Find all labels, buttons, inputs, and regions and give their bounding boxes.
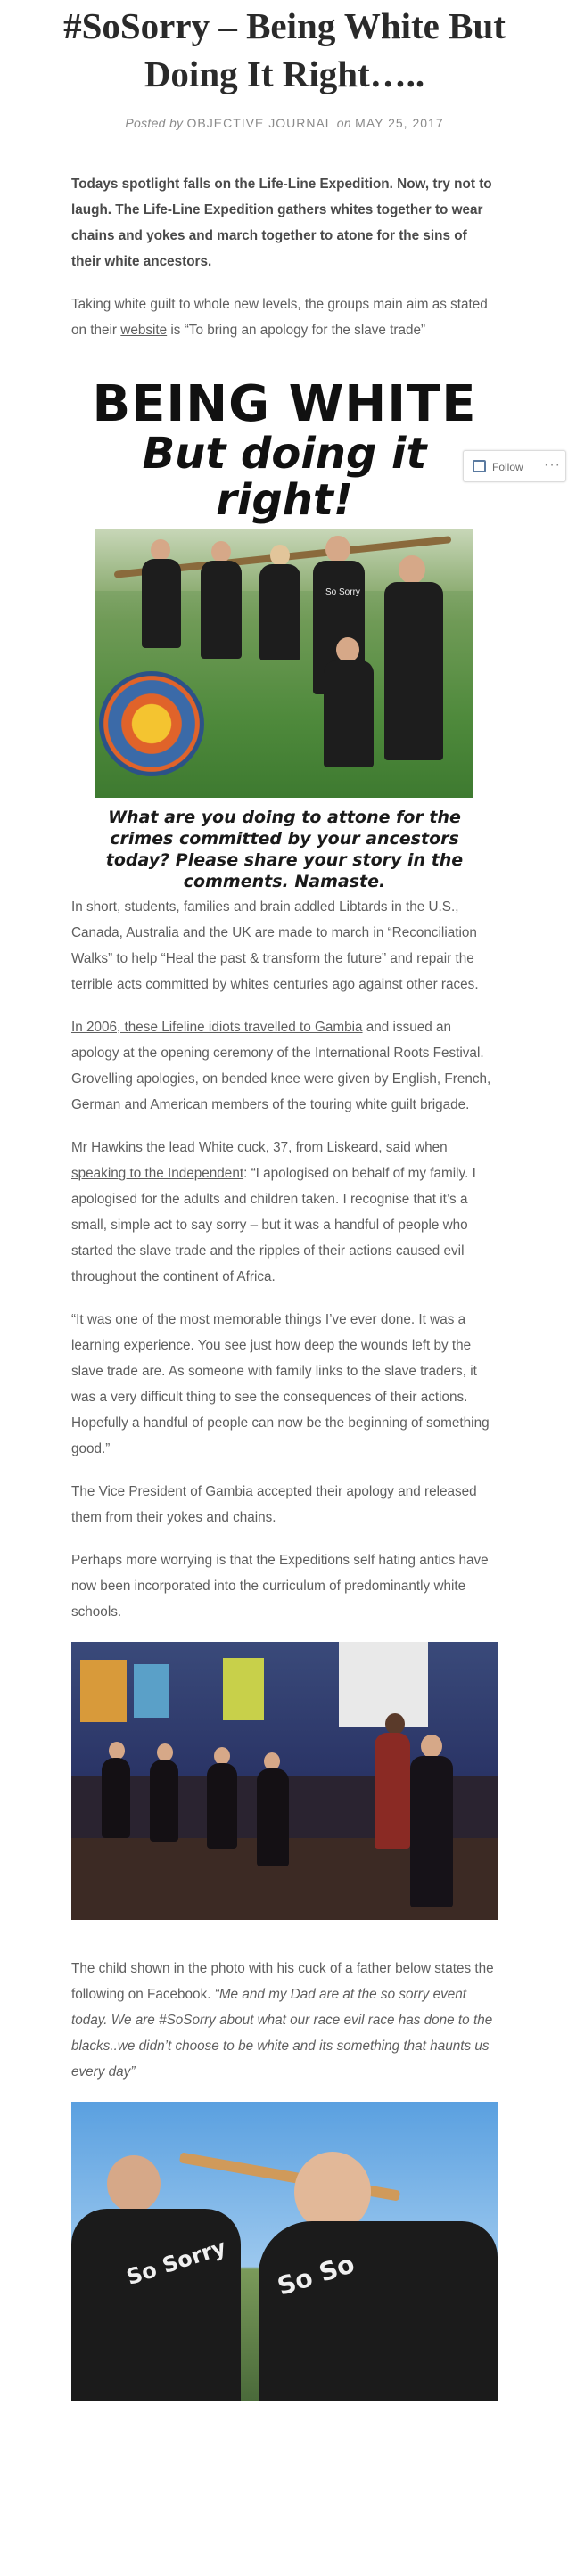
date-link[interactable]: MAY 25, 2017 [355, 116, 444, 130]
byline [71, 116, 498, 130]
child-marcher [324, 660, 374, 767]
poster-headline-line1: BEING WHITE [92, 375, 477, 433]
website-link[interactable]: website [120, 323, 168, 338]
marcher-head [151, 539, 170, 561]
paragraph-text: and issued an apology at the opening ceremony of the International Roots Festival. Grovelling apologies, on bended knee were given by English, French, German and American members of the touring white guilt brigade. [71, 1020, 491, 1112]
paragraph-reconciliation: In short, students, families and brain addled Libtards in the U.S., Canada, Australia and the UK are made to march in “Reconciliation Walks” to help “Heal the past & transform the future” and repair the terrible acts committed by whites centuries ago against other races. [71, 899, 479, 992]
marcher-head [325, 536, 350, 562]
being-white-poster [79, 375, 490, 891]
paragraph-schools: Perhaps more worrying is that the Expeditions self hating antics have now been incorporated into the curriculum of predominantly white schools. [71, 1553, 489, 1620]
independent-link[interactable]: Mr Hawkins the lead White cuck, 37, from Liskeard, said when speaking to the Independent [71, 1140, 448, 1181]
follow-icon [473, 460, 486, 472]
son-head [294, 2152, 371, 2232]
poster-headline-line2: But doing it right! [142, 429, 427, 525]
father-head [107, 2155, 161, 2212]
son-shirt [259, 2221, 498, 2401]
marcher-head [211, 541, 231, 562]
father-shirt-text: So Sorry [123, 2234, 229, 2291]
student-head [157, 1743, 173, 1761]
boy-head [421, 1735, 442, 1758]
wall-poster [134, 1664, 169, 1718]
paragraph-text: : “I apologised on behalf of my family. I apologised for the adults and children taken. I recognise that it’s a small, simple act to say sorry – but it was a handful of people who started the slave trade and the ripples of their actions caused evil throughout the continent of Africa. [71, 1166, 476, 1284]
marcher [142, 559, 181, 648]
author-link[interactable]: OBJECTIVE JOURNAL [186, 116, 333, 130]
marchers-photo [95, 529, 473, 798]
student-head [214, 1747, 230, 1765]
adult-head [385, 1713, 405, 1735]
marcher [201, 561, 242, 659]
wall-poster [223, 1658, 264, 1720]
wall-poster [80, 1660, 127, 1722]
paragraph-memorable: “It was one of the most memorable things I’ve ever done. It was a learning experience. You see just how deep the wounds left by the slave trade are. As someone with family links to the slave traders, it was a very difficult thing to see the consequences of their actions. Hopefully a handful of people can now be the beginning of something good.” [71, 1312, 490, 1456]
paragraph-gambia [71, 1014, 498, 1118]
paragraph-text: The child shown in the photo with his cuck of a father below states the following on Facebook. [71, 1961, 494, 2002]
paragraph-vice-president: The Vice President of Gambia accepted their apology and released them from their yokes and chains. [71, 1484, 477, 1525]
poster-caption: What are you doing to attone for the crimes committed by your ancestors today? Please share your story in the comments. Namaste. [105, 808, 464, 891]
lead-paragraph: Todays spotlight falls on the Life-Line Expedition. Now, try not to laugh. The Life-Line Expedition gathers whites together to wear chains and yokes and march together to atone for the sins of their white ancestors. [71, 176, 492, 269]
son-shirt-text: So So [274, 2249, 358, 2301]
student [150, 1760, 178, 1842]
more-options-icon[interactable]: ··· [544, 457, 561, 472]
adult-figure [375, 1733, 410, 1849]
student [207, 1763, 237, 1849]
father-shirt [71, 2209, 241, 2401]
post-title: #SoSorry – Being White But Doing It Right….. [63, 5, 506, 94]
poster-headline [79, 377, 490, 523]
paragraph-facebook [71, 1956, 498, 2085]
facebook-quote: “Me and my Dad are at the so sorry event today. We are #SoSorry about what our race evil race has done to the blacks..we didn’t choose to be white and its something that haunts us every day” [71, 1987, 493, 2080]
marcher-head [399, 555, 425, 584]
follow-label: Follow [492, 461, 523, 473]
byline-prefix: Posted by [125, 116, 184, 130]
paragraph-text: Taking white guilt to whole new levels, the groups main aim as stated on their [71, 297, 488, 338]
child-head [336, 637, 359, 662]
student [102, 1758, 130, 1838]
marcher [259, 564, 300, 660]
marcher-head [270, 545, 290, 566]
follow-button[interactable] [463, 450, 566, 482]
gambia-link[interactable]: In 2006, these Lifeline idiots travelled to Gambia [71, 1020, 363, 1035]
byline-on: on [336, 116, 351, 130]
student-head [264, 1752, 280, 1770]
student-head [109, 1742, 125, 1760]
marcher [384, 582, 443, 760]
father-son-photo [71, 2102, 498, 2401]
shirt-text: So Sorry [325, 587, 360, 597]
paragraph-hawkins [71, 1135, 498, 1290]
classroom-photo [71, 1642, 498, 1920]
boy-student [410, 1756, 453, 1907]
article [63, 0, 506, 2401]
paragraph-website [71, 291, 498, 343]
paragraph-text: is “To bring an apology for the slave trade” [167, 323, 426, 338]
sun-logo-icon [99, 671, 204, 776]
student [257, 1768, 289, 1866]
whiteboard [339, 1642, 428, 1727]
